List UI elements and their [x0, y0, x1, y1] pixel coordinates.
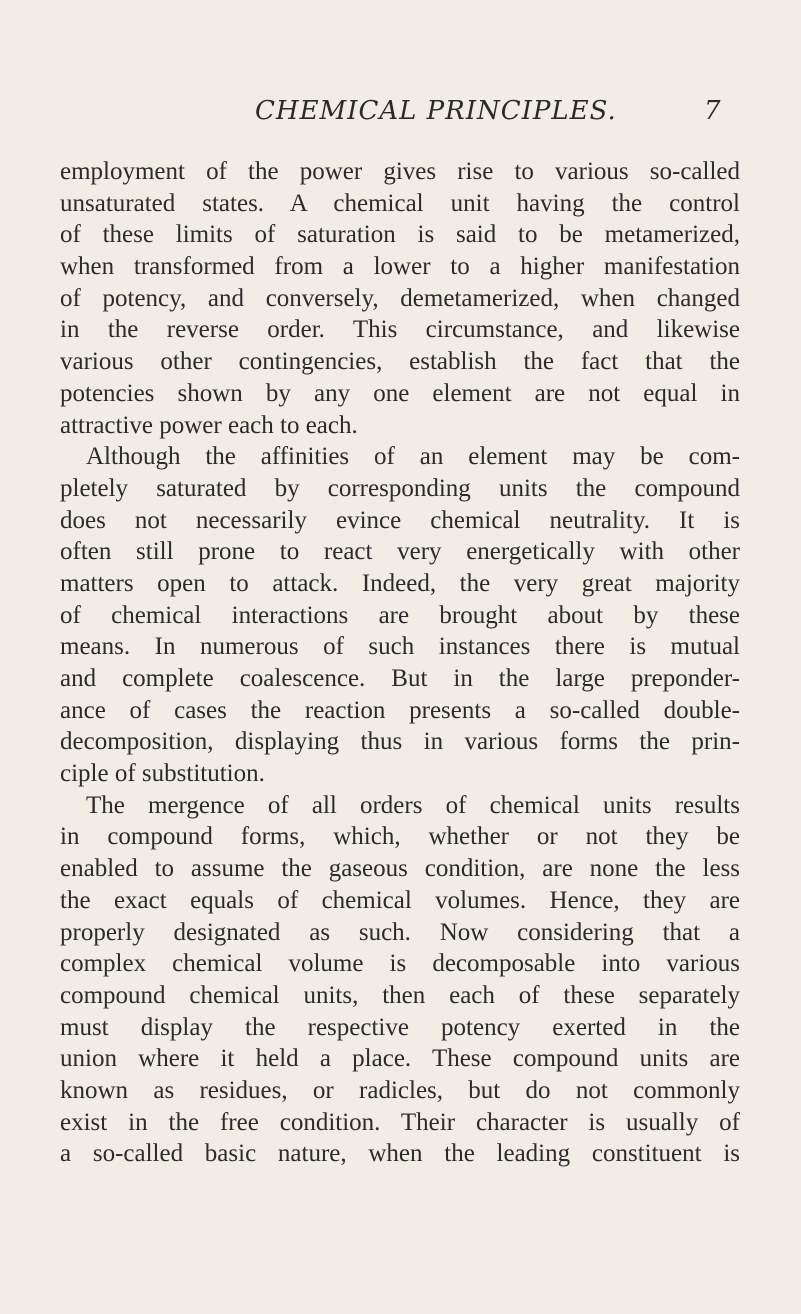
text-line: union where it held a place. These compound units are — [60, 1045, 740, 1073]
text-line: exist in the free condition. Their character is usually of — [60, 1108, 740, 1136]
paragraph — [60, 156, 740, 441]
paragraph — [60, 790, 740, 1170]
text-line: matters open to attack. Indeed, the very great majority — [60, 569, 740, 597]
text-line: decomposition, displaying thus in various forms the prin- — [60, 728, 740, 756]
text-line: in the reverse order. This circumstance, and likewise — [60, 316, 740, 344]
body-text — [60, 156, 740, 1170]
text-line: often still prone to react very energetically with other — [60, 538, 740, 566]
text-line: must display the respective potency exerted in the — [60, 1013, 740, 1041]
text-line: various other contingencies, establish the fact that the — [60, 348, 740, 376]
text-line: of chemical interactions are brought about by these — [60, 601, 740, 629]
text-line: The mergence of all orders of chemical units results — [86, 791, 740, 819]
text-line: compound chemical units, then each of these separately — [60, 981, 740, 1009]
text-line: known as residues, or radicles, but do not commonly — [60, 1076, 740, 1104]
text-line: attractive power each to each. — [60, 411, 358, 439]
text-line: enabled to assume the gaseous condition, are none the less — [60, 855, 740, 883]
text-line: in compound forms, which, whether or not they be — [60, 823, 740, 851]
running-title: CHEMICAL PRINCIPLES. — [255, 96, 617, 126]
page-number: 7 — [704, 96, 721, 126]
text-line: potencies shown by any one element are not equal in — [60, 379, 740, 407]
paragraph — [60, 441, 740, 790]
text-line: pletely saturated by corresponding units the compound — [60, 474, 740, 502]
text-line: Although the affinities of an element may be com- — [86, 443, 740, 471]
text-line: properly designated as such. Now considering that a — [60, 918, 740, 946]
text-line: the exact equals of chemical volumes. Hence, they are — [60, 886, 740, 914]
text-line: of these limits of saturation is said to be metamerized, — [60, 221, 740, 249]
text-line: and complete coalescence. But in the large preponder- — [60, 665, 740, 692]
text-line: complex chemical volume is decomposable into various — [60, 950, 740, 978]
text-line: means. In numerous of such instances there is mutual — [60, 633, 740, 661]
text-line: does not necessarily evince chemical neutrality. It is — [60, 506, 740, 534]
text-line: ance of cases the reaction presents a so-called double- — [60, 696, 740, 724]
text-line: of potency, and conversely, demetamerized, when changed — [60, 284, 740, 312]
text-line: a so-called basic nature, when the leading constituent is — [60, 1140, 740, 1168]
text-line: unsaturated states. A chemical unit having the control — [60, 189, 740, 217]
text-line: ciple of substitution. — [60, 760, 265, 788]
text-line: employment of the power gives rise to various so-called — [60, 158, 740, 185]
text-line: when transformed from a lower to a higher manifestation — [60, 253, 740, 281]
